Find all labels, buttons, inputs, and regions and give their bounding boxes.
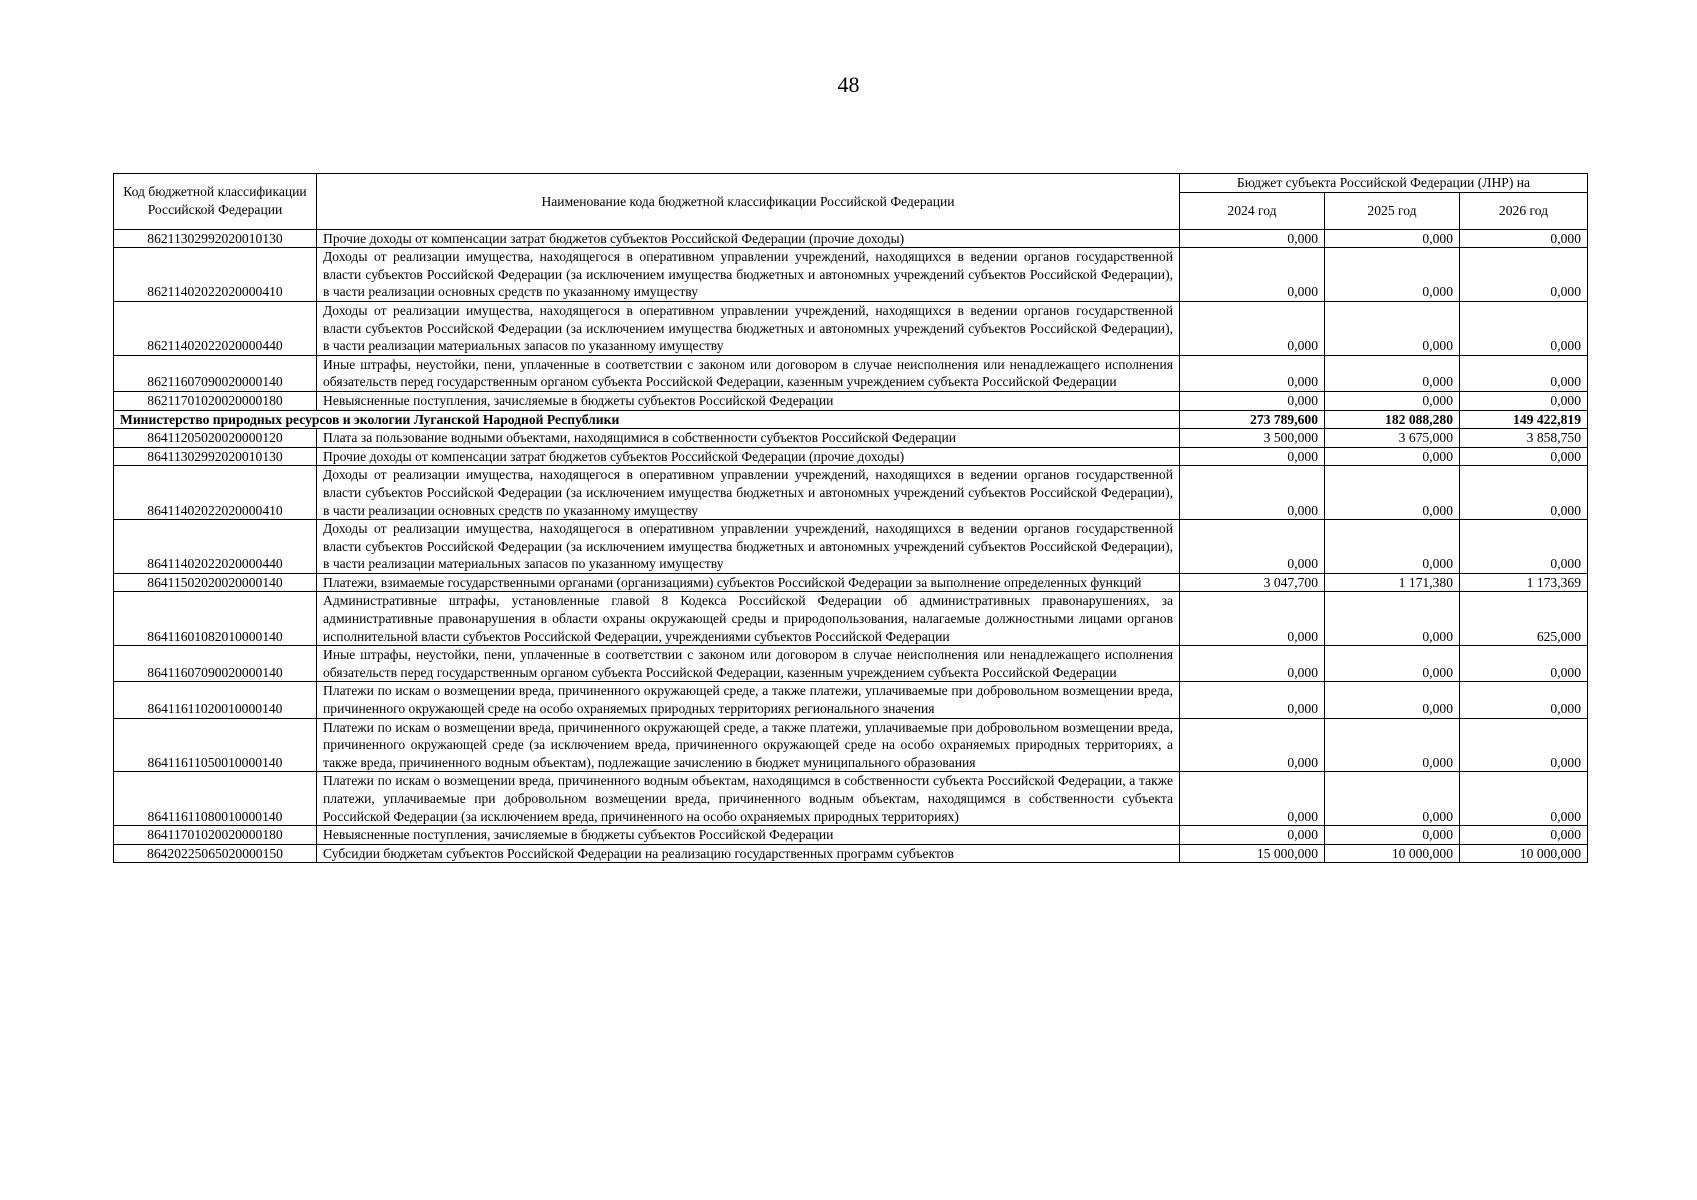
budget-code: 86211402022020000410 [114,248,317,302]
value-2026: 0,000 [1460,447,1588,466]
classification-name: Субсидии бюджетам субъектов Российской Федерации на реализацию государственных программ субъектов [317,844,1180,863]
classification-name: Платежи по искам о возмещении вреда, причиненного водным объектам, находящимся в собственности субъекта Российской Федерации, а также платежи, уплачиваемые при добровольном возмещении вреда, причиненного водным объектам, находящимся в собственности субъекта Российской Федерации (за исключением вреда, причиненного на особо охраняемых природных территориях) [317,772,1180,826]
budget-code: 86211701020020000180 [114,391,317,410]
value-2024: 0,000 [1180,355,1325,391]
table-row [114,592,1588,646]
value-2025: 0,000 [1325,447,1460,466]
table-row [114,447,1588,466]
budget-code: 86411601082010000140 [114,592,317,646]
table-row [114,391,1588,410]
value-2024: 0,000 [1180,592,1325,646]
classification-name: Административные штрафы, установленные главой 8 Кодекса Российской Федерации об административных правонарушениях, за административные правонарушения в области охраны окружающей среды и природопользования, налагаемые должностными лицами органов исполнительной власти субъектов Российской Федерации, учреждениями субъектов Российской Федерации [317,592,1180,646]
value-2025: 0,000 [1325,772,1460,826]
value-2025: 1 171,380 [1325,573,1460,592]
value-2025: 0,000 [1325,301,1460,355]
budget-code: 86211402022020000440 [114,301,317,355]
budget-code: 86411611020010000140 [114,682,317,718]
value-2024: 0,000 [1180,248,1325,302]
value-2026: 1 173,369 [1460,573,1588,592]
value-2026: 0,000 [1460,520,1588,574]
value-2026: 0,000 [1460,248,1588,302]
table-row [114,429,1588,448]
value-2024: 0,000 [1180,826,1325,845]
header-budget-group: Бюджет субъекта Российской Федерации (ЛНР) на [1180,174,1588,193]
value-2025: 0,000 [1325,682,1460,718]
table-row [114,520,1588,574]
classification-name: Невыясненные поступления, зачисляемые в бюджеты субъектов Российской Федерации [317,391,1180,410]
value-2025: 10 000,000 [1325,844,1460,863]
table-row [114,466,1588,520]
classification-name: Доходы от реализации имущества, находящегося в оперативном управлении учреждений, находящихся в ведении органов государственной власти субъектов Российской Федерации (за исключением имущества бюджетных и автономных учреждений субъектов Российской Федерации), в части реализации материальных запасов по указанному имуществу [317,301,1180,355]
value-2026: 0,000 [1460,466,1588,520]
ministry-total-row [114,410,1588,429]
classification-name: Плата за пользование водными объектами, находящимися в собственности субъектов Российской Федерации [317,429,1180,448]
value-2025: 0,000 [1325,466,1460,520]
value-2024: 0,000 [1180,646,1325,682]
value-2026: 0,000 [1460,646,1588,682]
value-2024: 0,000 [1180,447,1325,466]
value-2026: 10 000,000 [1460,844,1588,863]
value-2026: 0,000 [1460,391,1588,410]
value-2026: 0,000 [1460,682,1588,718]
budget-code: 86411607090020000140 [114,646,317,682]
value-2025: 0,000 [1325,229,1460,248]
value-2025: 0,000 [1325,355,1460,391]
classification-name: Невыясненные поступления, зачисляемые в бюджеты субъектов Российской Федерации [317,826,1180,845]
value-2024: 0,000 [1180,682,1325,718]
value-2025: 0,000 [1325,718,1460,772]
header-year-2024: 2024 год [1180,192,1325,229]
classification-name: Доходы от реализации имущества, находящегося в оперативном управлении учреждений, находящихся в ведении органов государственной власти субъектов Российской Федерации (за исключением имущества бюджетных и автономных учреждений субъектов Российской Федерации), в части реализации материальных запасов по указанному имуществу [317,520,1180,574]
classification-name: Иные штрафы, неустойки, пени, уплаченные в соответствии с законом или договором в случае неисполнения или ненадлежащего исполнения обязательств перед государственным органом субъекта Российской Федерации, казенным учреждением субъекта Российской Федерации [317,355,1180,391]
value-2025: 0,000 [1325,826,1460,845]
table-row [114,772,1588,826]
classification-name: Платежи по искам о возмещении вреда, причиненного окружающей среде, а также платежи, уплачиваемые при добровольном возмещении вреда, причиненного окружающей среде (за исключением вреда, причиненного окружающей среде на особо охраняемых природных территориях, а также вреда, причиненного водным объектам), подлежащие зачислению в бюджет муниципального образования [317,718,1180,772]
page-number: 48 [837,72,860,97]
classification-name: Доходы от реализации имущества, находящегося в оперативном управлении учреждений, находящихся в ведении органов государственной власти субъектов Российской Федерации (за исключением имущества бюджетных и автономных учреждений субъектов Российской Федерации), в части реализации основных средств по указанному имуществу [317,248,1180,302]
value-2024: 0,000 [1180,466,1325,520]
table-row [114,301,1588,355]
value-2025: 0,000 [1325,391,1460,410]
table-row [114,248,1588,302]
budget-code: 86211607090020000140 [114,355,317,391]
table-row [114,355,1588,391]
classification-name: Доходы от реализации имущества, находящегося в оперативном управлении учреждений, находящихся в ведении органов государственной власти субъектов Российской Федерации (за исключением имущества бюджетных и автономных учреждений субъектов Российской Федерации), в части реализации основных средств по указанному имуществу [317,466,1180,520]
budget-code: 86411302992020010130 [114,447,317,466]
value-2024: 0,000 [1180,229,1325,248]
value-2024: 0,000 [1180,520,1325,574]
value-2026: 0,000 [1460,355,1588,391]
classification-name: Прочие доходы от компенсации затрат бюджетов субъектов Российской Федерации (прочие доходы) [317,447,1180,466]
value-2026: 0,000 [1460,718,1588,772]
value-2025: 0,000 [1325,592,1460,646]
value-2026: 0,000 [1460,826,1588,845]
value-2025: 0,000 [1325,248,1460,302]
value-2024: 0,000 [1180,772,1325,826]
ministry-total-2024: 273 789,600 [1180,410,1325,429]
value-2024: 0,000 [1180,301,1325,355]
value-2025: 0,000 [1325,646,1460,682]
budget-code: 86411611050010000140 [114,718,317,772]
ministry-total-2026: 149 422,819 [1460,410,1588,429]
value-2025: 0,000 [1325,520,1460,574]
budget-code: 86411402022020000410 [114,466,317,520]
value-2024: 3 500,000 [1180,429,1325,448]
value-2024: 15 000,000 [1180,844,1325,863]
table-row [114,718,1588,772]
table-body-bottom [114,429,1588,863]
table-row [114,229,1588,248]
ministry-name: Министерство природных ресурсов и экологии Луганской Народной Республики [114,410,1180,429]
table-row [114,844,1588,863]
value-2026: 625,000 [1460,592,1588,646]
ministry-section [114,410,1588,429]
header-year-2025: 2025 год [1325,192,1460,229]
budget-code: 86411205020020000120 [114,429,317,448]
value-2024: 0,000 [1180,718,1325,772]
value-2025: 3 675,000 [1325,429,1460,448]
budget-code: 86411502020020000140 [114,573,317,592]
table-row [114,573,1588,592]
classification-name: Платежи по искам о возмещении вреда, причиненного окружающей среде, а также платежи, уплачиваемые при добровольном возмещении вреда, причиненного окружающей среде на особо охраняемых природных территориях регионального значения [317,682,1180,718]
value-2026: 0,000 [1460,229,1588,248]
value-2024: 3 047,700 [1180,573,1325,592]
value-2026: 3 858,750 [1460,429,1588,448]
table-header [114,174,1588,230]
table-row [114,646,1588,682]
classification-name: Иные штрафы, неустойки, пени, уплаченные в соответствии с законом или договором в случае неисполнения или ненадлежащего исполнения обязательств перед государственным органом субъекта Российской Федерации, казенным учреждением субъекта Российской Федерации [317,646,1180,682]
table-body-top [114,229,1588,410]
value-2026: 0,000 [1460,772,1588,826]
budget-code: 86211302992020010130 [114,229,317,248]
header-name-column: Наименование кода бюджетной классификации Российской Федерации [317,174,1180,230]
table-row [114,826,1588,845]
header-year-2026: 2026 год [1460,192,1588,229]
header-code-column: Код бюджетной классификации Российской Федерации [114,174,317,230]
budget-code: 86411611080010000140 [114,772,317,826]
classification-name: Платежи, взимаемые государственными органами (организациями) субъектов Российской Федерации за выполнение определенных функций [317,573,1180,592]
budget-code: 86411701020020000180 [114,826,317,845]
classification-name: Прочие доходы от компенсации затрат бюджетов субъектов Российской Федерации (прочие доходы) [317,229,1180,248]
value-2024: 0,000 [1180,391,1325,410]
budget-table [113,173,1588,863]
table-row [114,682,1588,718]
value-2026: 0,000 [1460,301,1588,355]
budget-code: 86420225065020000150 [114,844,317,863]
budget-code: 86411402022020000440 [114,520,317,574]
ministry-total-2025: 182 088,280 [1325,410,1460,429]
